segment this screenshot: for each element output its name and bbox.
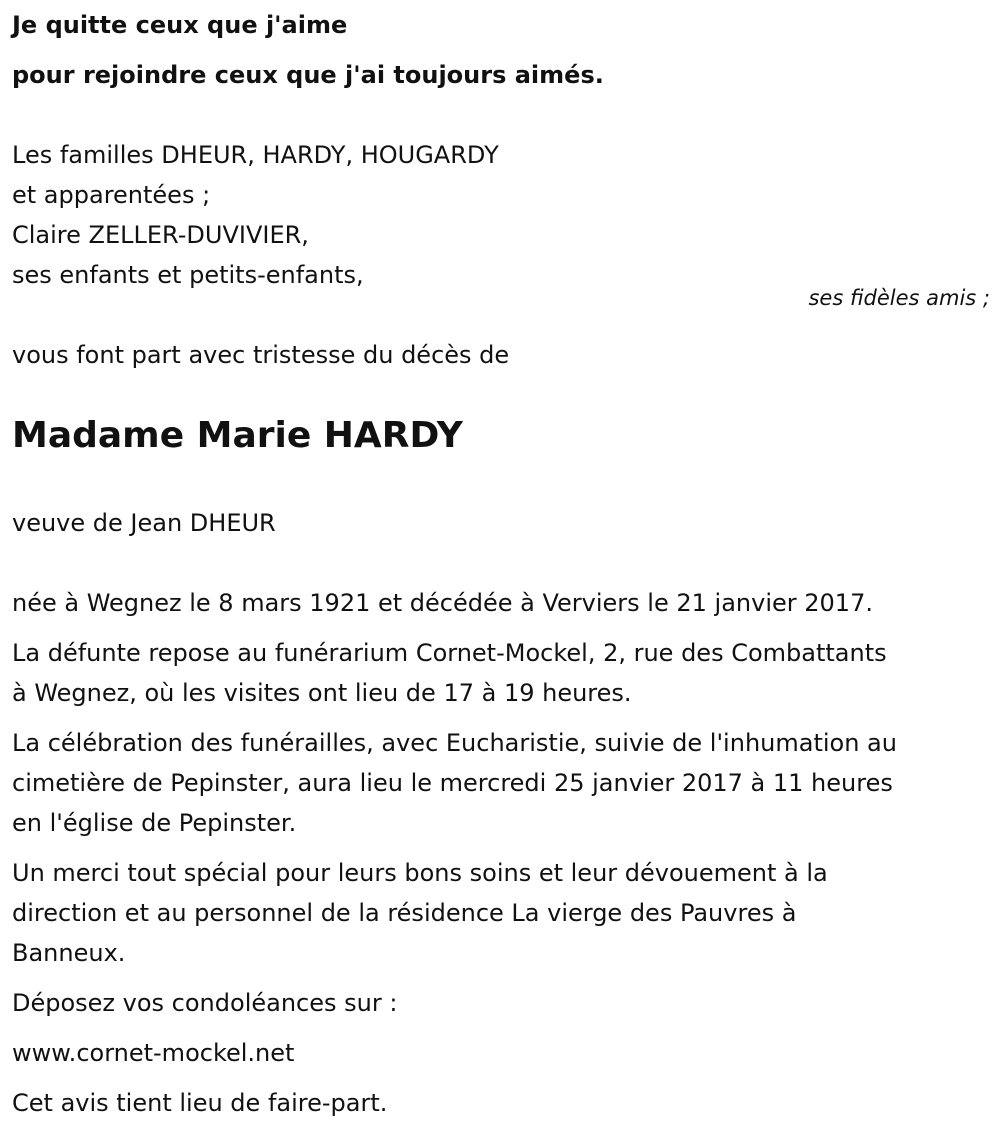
friends-line: ses fidèles amis ; bbox=[808, 286, 990, 310]
thanks-line-2: direction et au personnel de la résidence La vierge des Pauvres à bbox=[12, 899, 797, 927]
repose-line-1: La défunte repose au funérarium Cornet-Mockel, 2, rue des Combattants bbox=[12, 639, 887, 667]
families-line-3: Claire ZELLER-DUVIVIER, bbox=[12, 221, 309, 249]
epigraph-line-2: pour rejoindre ceux que j'ai toujours aimés. bbox=[12, 61, 604, 89]
announcement-line: vous font part avec tristesse du décès de bbox=[12, 341, 510, 369]
birth-death-line: née à Wegnez le 8 mars 1921 et décédée à Verviers le 21 janvier 2017. bbox=[12, 589, 873, 617]
funeral-line-1: La célébration des funérailles, avec Eucharistie, suivie de l'inhumation au bbox=[12, 729, 897, 757]
thanks-line-1: Un merci tout spécial pour leurs bons soins et leur dévouement à la bbox=[12, 859, 828, 887]
website-line: www.cornet-mockel.net bbox=[12, 1039, 295, 1067]
thanks-line-3: Banneux. bbox=[12, 939, 126, 967]
families-line-2: et apparentées ; bbox=[12, 181, 211, 209]
funeral-line-3: en l'église de Pepinster. bbox=[12, 809, 297, 837]
families-line-1: Les familles DHEUR, HARDY, HOUGARDY bbox=[12, 141, 499, 169]
repose-line-2: à Wegnez, où les visites ont lieu de 17 à 19 heures. bbox=[12, 679, 632, 707]
families-line-4: ses enfants et petits-enfants, bbox=[12, 261, 364, 289]
deceased-name: Madame Marie HARDY bbox=[12, 415, 463, 456]
condolences-line: Déposez vos condoléances sur : bbox=[12, 989, 398, 1017]
funeral-line-2: cimetière de Pepinster, aura lieu le mercredi 25 janvier 2017 à 11 heures bbox=[12, 769, 893, 797]
epigraph-line-1: Je quitte ceux que j'aime bbox=[12, 11, 348, 39]
spouse-line: veuve de Jean DHEUR bbox=[12, 509, 276, 537]
closing-line: Cet avis tient lieu de faire-part. bbox=[12, 1089, 388, 1117]
